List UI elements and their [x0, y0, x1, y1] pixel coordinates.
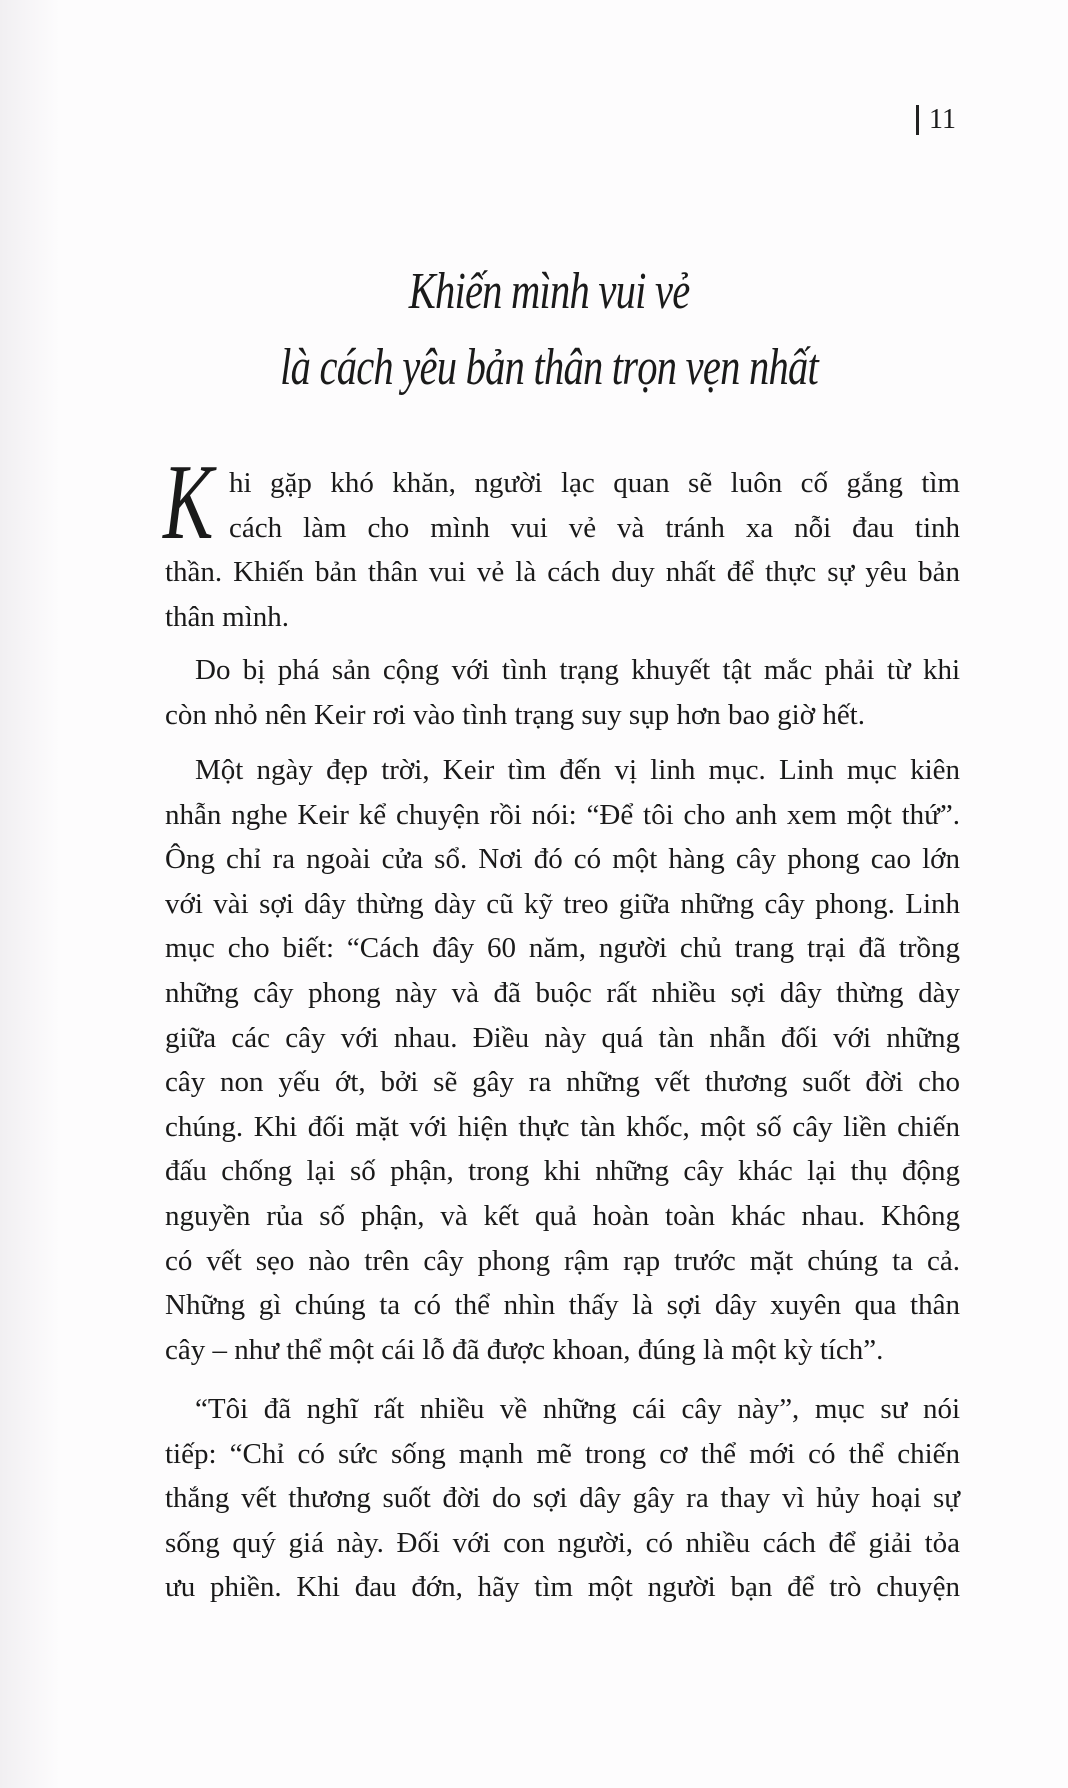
text-line: thắng vết thương suốt đời do sợi dây gây ra thay vì hủy hoại sự: [165, 1482, 960, 1515]
text-line: ưu phiền. Khi đau đớn, hãy tìm một người bạn để trò chuyện: [165, 1571, 960, 1604]
text-line: mục cho biết: “Cách đây 60 năm, người chủ trang trại đã trồng: [165, 932, 960, 965]
text-line: đấu chống lại số phận, trong khi những cây khác lại thụ động: [165, 1155, 960, 1188]
text-line: Những gì chúng ta có thể nhìn thấy là sợi dây xuyên qua thân: [165, 1289, 960, 1322]
text-line: thần. Khiến bản thân vui vẻ là cách duy nhất để thực sự yêu bản: [165, 556, 960, 589]
paragraph-4: [165, 1387, 960, 1610]
text-line: sống quý giá này. Đối với con người, có nhiều cách để giải tỏa: [165, 1526, 960, 1559]
text-line: cây – như thể một cái lỗ đã được khoan, đúng là một kỳ tích”.: [165, 1333, 884, 1366]
header-divider: [916, 105, 919, 135]
paragraph-3: [165, 748, 960, 1372]
text-line: nhẫn nghe Keir kể chuyện rồi nói: “Để tôi cho anh xem một thứ”.: [165, 798, 960, 831]
text-line: Một ngày đẹp trời, Keir tìm đến vị linh mục. Linh mục kiên: [195, 754, 960, 786]
text-line: có vết sẹo nào trên cây phong rậm rạp trước mặt chúng ta cả.: [165, 1244, 960, 1277]
chapter-title-line-2: là cách yêu bản thân trọn vẹn nhất: [280, 339, 818, 396]
page-header: [916, 104, 956, 136]
page-number: 11: [929, 104, 956, 135]
text-line: chúng. Khi đối mặt với hiện thực tàn khốc, một số cây liền chiến: [165, 1110, 960, 1143]
text-line: nguyền rủa số phận, và kết quả hoàn toàn khác nhau. Không: [165, 1199, 960, 1232]
paragraph-1: [163, 443, 960, 639]
text-line: tiếp: “Chỉ có sức sống mạnh mẽ trong cơ thể mới có thể chiến: [165, 1437, 960, 1470]
text-line: những cây phong này và đã buộc rất nhiều sợi dây thừng dày: [165, 976, 960, 1009]
text-line: cây non yếu ớt, bởi sẽ gây ra những vết thương suốt đời cho: [165, 1066, 960, 1099]
text-line: Ông chỉ ra ngoài cửa sổ. Nơi đó có một hàng cây phong cao lớn: [165, 843, 960, 876]
chapter-title-line-1: Khiến mình vui vẻ: [408, 263, 690, 320]
text-line: Do bị phá sản cộng với tình trạng khuyết tật mắc phải từ khi: [195, 654, 960, 686]
page-edge-shadow: [0, 0, 60, 1788]
text-line: thân mình.: [165, 600, 290, 633]
text-line: còn nhỏ nên Keir rơi vào tình trạng suy sụp hơn bao giờ hết.: [165, 698, 865, 731]
drop-cap: K: [163, 443, 214, 562]
text-line: cách làm cho mình vui vẻ và tránh xa nỗi đau tinh: [229, 511, 960, 544]
text-line: “Tôi đã nghĩ rất nhiều về những cái cây này”, mục sư nói: [195, 1393, 960, 1425]
text-line: với vài sợi dây thừng dày cũ kỹ treo giữa những cây phong. Linh: [165, 887, 960, 920]
text-line: hi gặp khó khăn, người lạc quan sẽ luôn cố gắng tìm: [229, 467, 960, 499]
paragraph-2: [165, 648, 960, 737]
text-line: giữa các cây với nhau. Điều này quá tàn nhẫn đối với những: [165, 1021, 960, 1054]
